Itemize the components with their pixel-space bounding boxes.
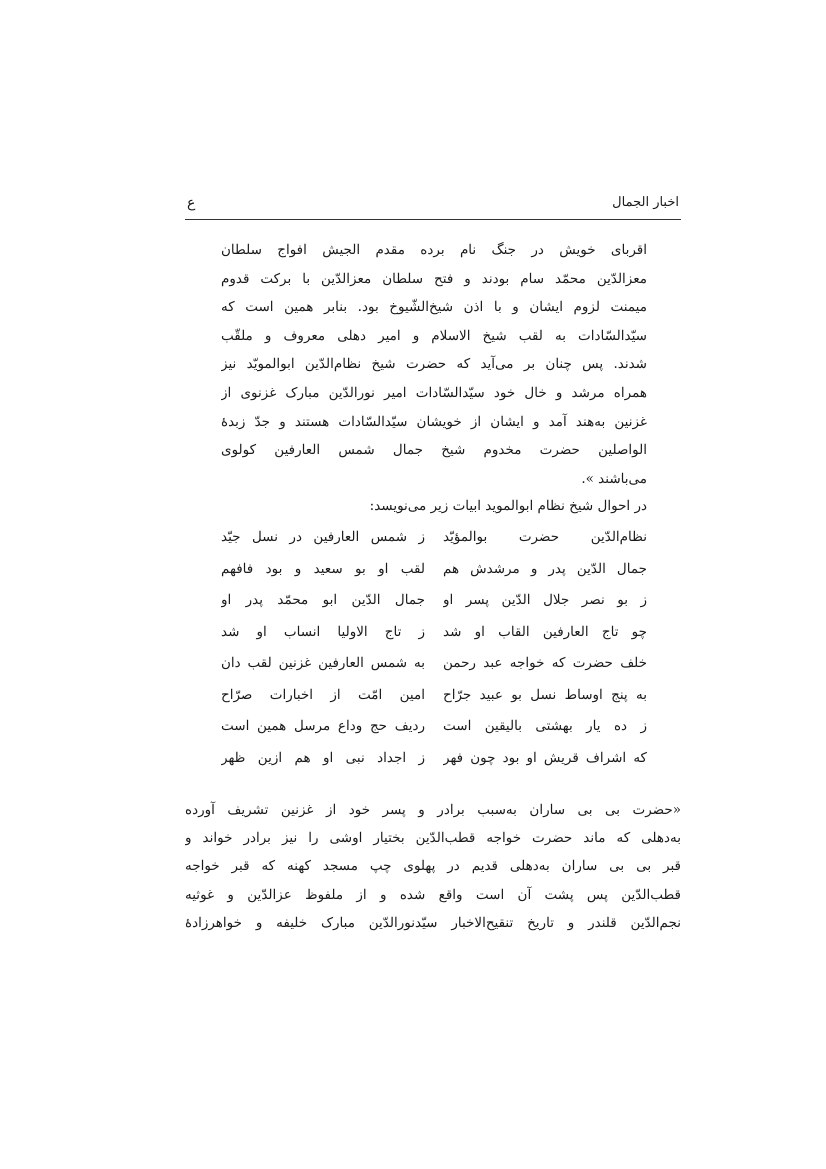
text-line: اقربای خویش در جنگ نام برده مقدم الجیش افواج سلطان	[221, 242, 647, 258]
verse-couplet	[221, 744, 647, 776]
text-line: غزنین به‌هند آمد و ایشان از خویشان سیّدالسّادات هستند و جدّ زبدۀ	[221, 413, 647, 430]
hemistich-right: به پنج اوساط نسل بو عبید جرّاح	[443, 686, 647, 703]
text-line: شدند. پس چنان بر می‌آید که حضرت شیخ نظام‌الدّین ابوالمویّد نیز	[221, 356, 647, 373]
text-line: قطب‌الدّین پس پشت آن است واقع شده و از ملفوظ عزالدّین و غوثیه	[185, 886, 681, 903]
hemistich-right: خلف حضرت که خواجه عبد رحمن	[443, 655, 647, 671]
hemistich-right: جمال الدّین پدر و مرشدش هم	[443, 560, 647, 577]
text-line: میمنت لزوم ایشان و با اذن شیخ‌الشّیوخ بود. بنابر همین است که	[221, 299, 647, 316]
verse-couplet	[221, 586, 647, 618]
text-line: سیّدالسّادات به لقب شیخ الاسلام و امیر دهلی معروف و ملقّب	[221, 327, 647, 344]
verses-intro: در احوال شیخ نظام ابوالموید ابیات زیر می‌نویسد:	[369, 498, 647, 514]
body-paragraph	[185, 796, 681, 937]
poem	[221, 523, 647, 775]
hemistich-left: جمال الدّین ابو محمّد پدر او	[221, 592, 425, 608]
text-line: همراه مرشد و خال خود سیّدالسّادات امیر نورالدّین مبارک غزنوی از	[221, 384, 647, 401]
hemistich-left: به شمس العارفین غزنین لقب دان	[221, 655, 425, 671]
verse-couplet	[221, 649, 647, 681]
text-line: معزالدّین محمّد سام بودند و فتح سلطان معزالدّین با برکت قدوم	[221, 270, 647, 287]
verse-couplet	[221, 555, 647, 587]
hemistich-right: چو تاج العارفین القاب او شد	[443, 623, 647, 640]
hemistich-left: ز اجداد نبی او هم ازین ظهر	[221, 749, 425, 766]
hemistich-right: ز بو نصر جلال الدّین پسر او	[443, 592, 647, 608]
book-title: اخبار الجمال	[612, 195, 679, 210]
verse-couplet	[221, 523, 647, 555]
hemistich-left: ز تاج الاولیا انساب او شد	[221, 623, 425, 640]
hemistich-left: لقب او بو سعید و بود فافهم	[221, 560, 425, 577]
hemistich-left: امین امّت از اخبارات صرّاح	[221, 686, 425, 703]
text-line: «حضرت بی بی ساران به‌سبب برادر و پسر خود از غزنین تشریف آورده	[185, 802, 681, 818]
verse-couplet	[221, 618, 647, 650]
hemistich-right: ز ده یار بهشتی بالیقین است	[443, 718, 647, 734]
verse-couplet	[221, 712, 647, 744]
quoted-passage	[221, 236, 647, 493]
running-header	[185, 193, 681, 219]
hemistich-right: که اشراف قریش او بود چون فهر	[443, 749, 647, 766]
text-line: به‌دهلی که ماند حضرت خواجه قطب‌الدّین بختیار اوشی را نیز برادر خواند و	[185, 830, 681, 847]
header-rule	[185, 219, 681, 220]
hemistich-left: ز شمس العارفین در نسل جیّد	[221, 529, 425, 545]
hemistich-left: ردیف حج وداع مرسل همین است	[221, 718, 425, 734]
verse-couplet	[221, 681, 647, 713]
hemistich-right: نظام‌الدّین حضرت بوالمؤیّد	[443, 529, 647, 545]
text-line: نجم‌الدّین قلندر و تاریخ تنقیح‌الاخبار سیّدنورالدّین مبارک خلیفه و خواهرزادۀ	[185, 914, 681, 931]
text-line: الواصلین حضرت مخدوم شیخ جمال شمس العارفین کولوی	[221, 442, 647, 459]
text-line: می‌باشند ».	[581, 470, 647, 487]
page-number: ع	[187, 195, 196, 211]
text-line: قبر بی بی ساران به‌دهلی قدیم در پهلوی چپ مسجد کهنه که قبر خواجه	[185, 858, 681, 875]
